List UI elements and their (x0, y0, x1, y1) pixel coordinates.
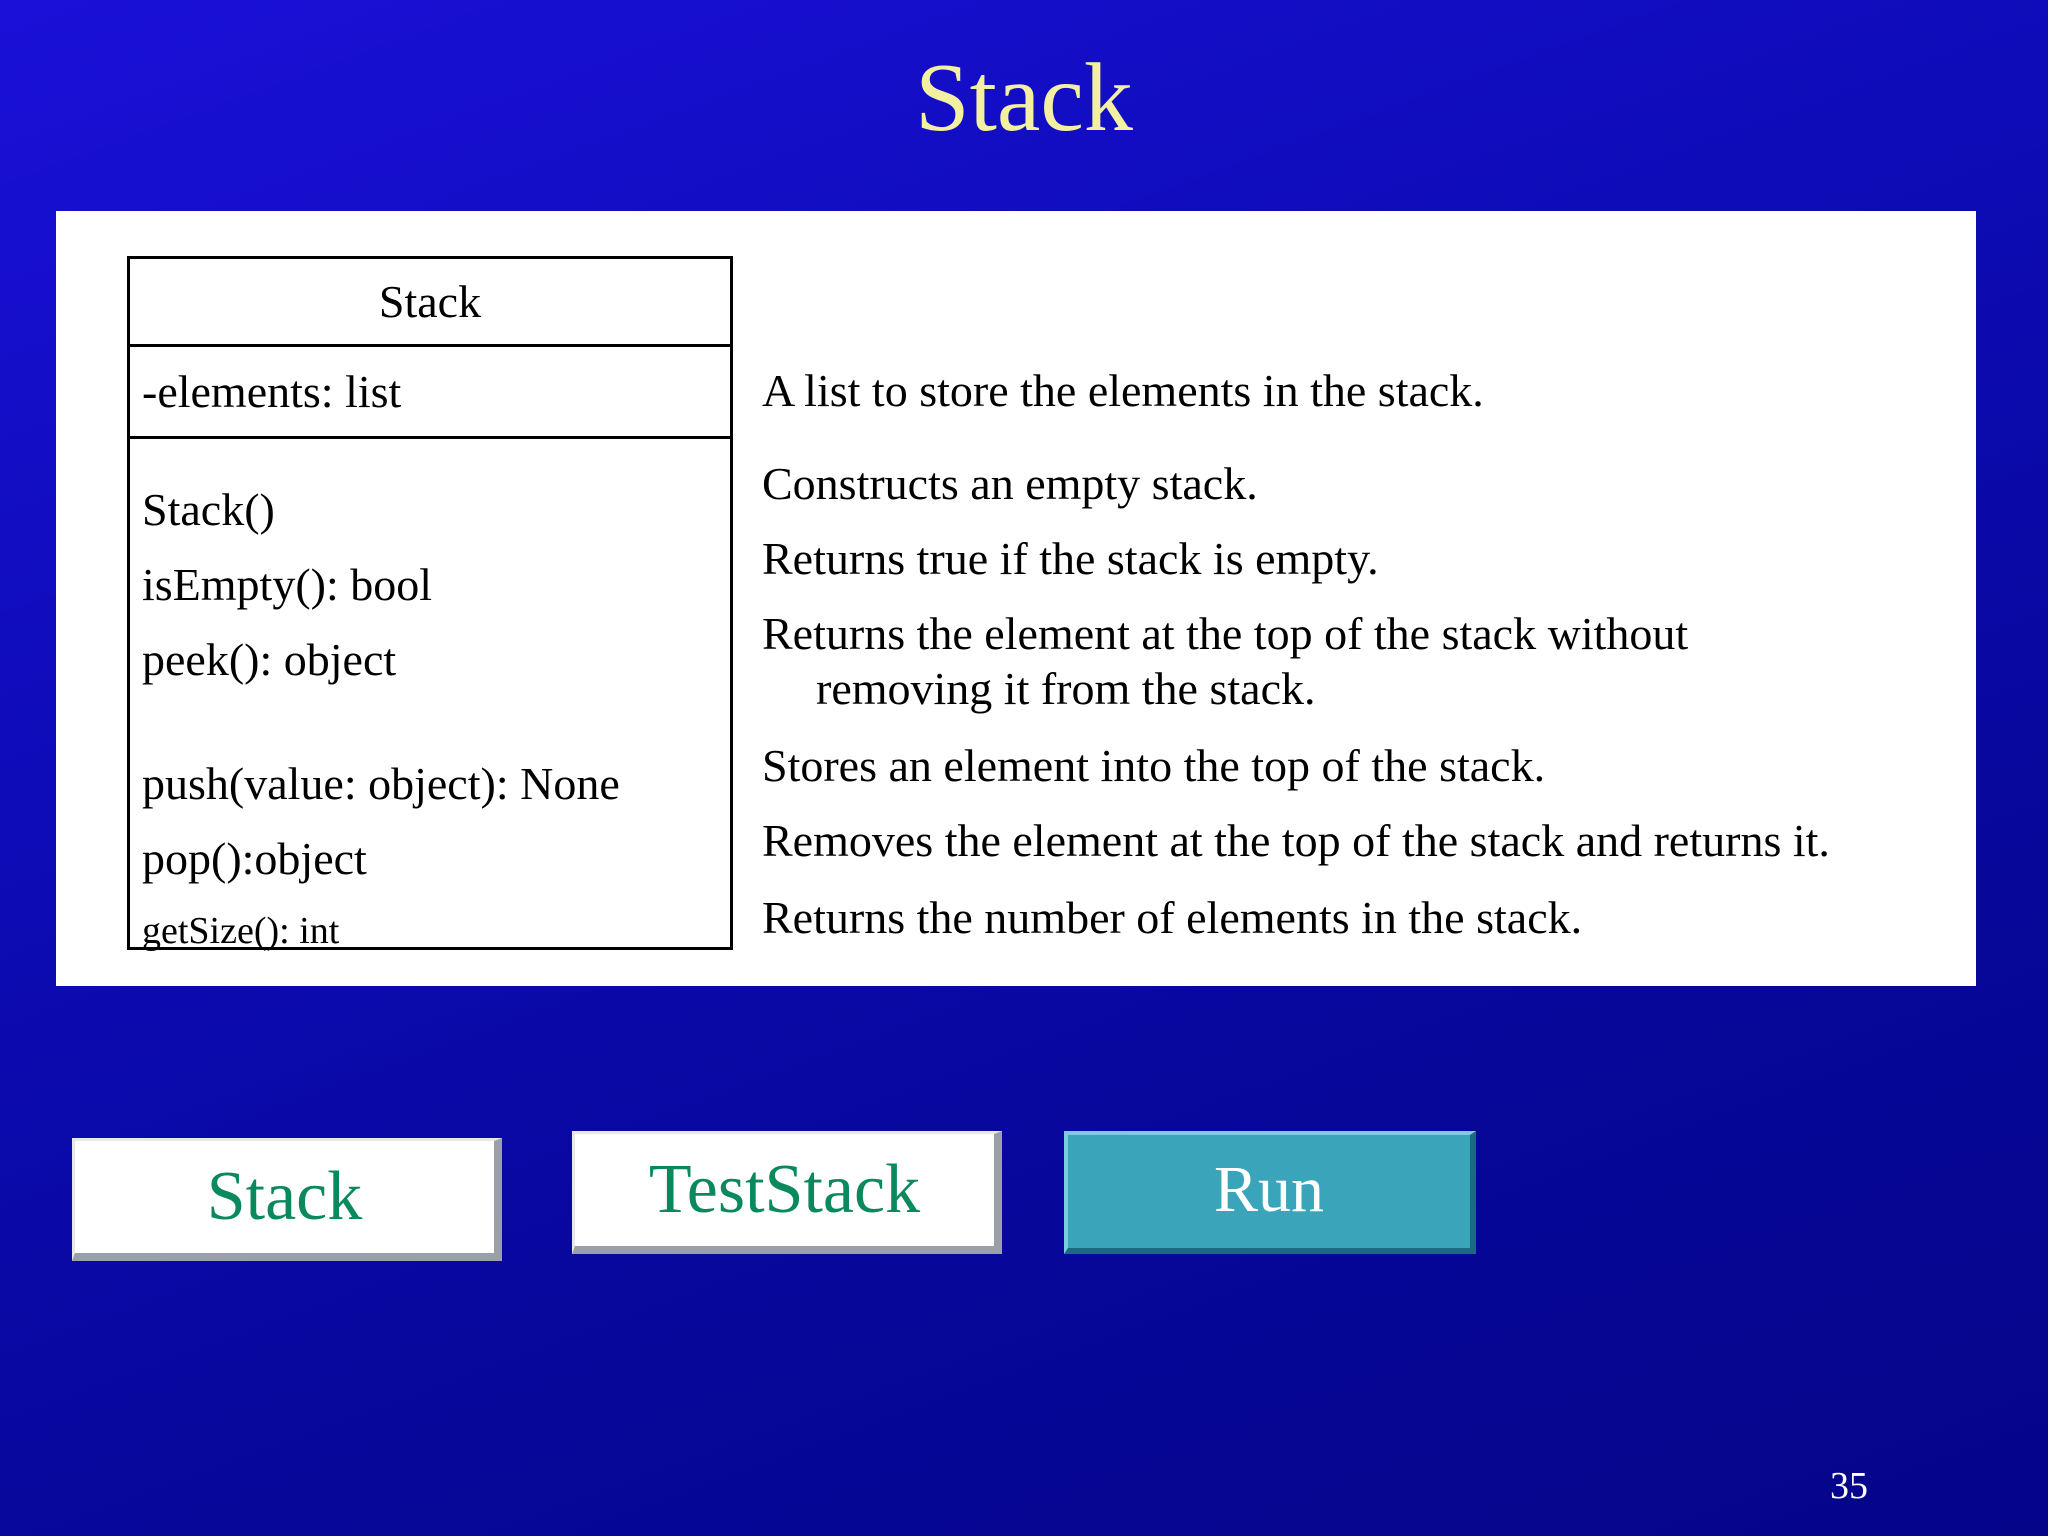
desc-push: Stores an element into the top of the stack. (762, 740, 1546, 791)
uml-method-getsize: getSize(): int (142, 910, 340, 952)
desc-getsize: Returns the number of elements in the stack. (762, 892, 1583, 943)
test-stack-button[interactable]: TestStack (572, 1131, 1002, 1254)
uml-method-constructor: Stack() (142, 484, 275, 535)
desc-constructor: Constructs an empty stack. (762, 458, 1258, 509)
run-button[interactable]: Run (1064, 1131, 1476, 1254)
uml-method-peek: peek(): object (142, 634, 397, 685)
uml-class-name: Stack (130, 259, 730, 347)
uml-method-push: push(value: object): None (142, 758, 620, 809)
desc-isempty: Returns true if the stack is empty. (762, 533, 1379, 584)
desc-peek-line2: removing it from the stack. (816, 663, 1316, 714)
uml-class-box (127, 256, 733, 950)
page-number: 35 (1830, 1465, 1868, 1507)
desc-peek-line1: Returns the element at the top of the stack without (762, 608, 1689, 659)
stack-button[interactable]: Stack (72, 1138, 502, 1261)
desc-pop: Removes the element at the top of the stack and returns it. (762, 815, 1830, 866)
desc-elements: A list to store the elements in the stack. (762, 365, 1484, 416)
uml-method-pop: pop():object (142, 833, 367, 884)
uml-diagram-panel (56, 211, 1976, 986)
slide-title: Stack (915, 44, 1133, 152)
uml-attributes-section (130, 347, 730, 439)
uml-attribute-elements: -elements: list (142, 366, 402, 417)
uml-method-isempty: isEmpty(): bool (142, 559, 433, 610)
